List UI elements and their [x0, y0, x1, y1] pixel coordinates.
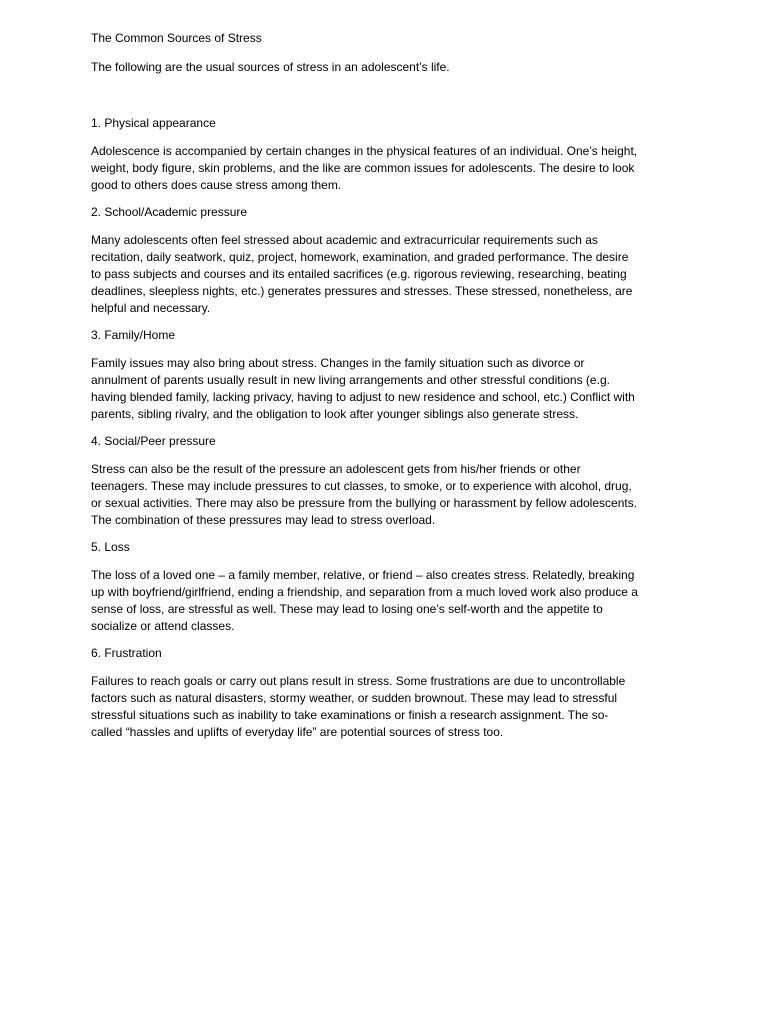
document-title: The Common Sources of Stress	[91, 31, 262, 45]
section-body: The loss of a loved one – a family member, relative, or friend – also creates stress. Relatedly, breaking up with boyfriend/girlfriend, ending a friendship, and separation from a much loved work also produce a sense of loss, are stressful as well. These may lead to losing one’s self-worth and the appetite to socialize or attend classes.	[91, 568, 638, 633]
section-heading: 2. School/Academic pressure	[91, 205, 248, 219]
section-heading: 1. Physical appearance	[91, 116, 216, 130]
section-heading: 3. Family/Home	[91, 328, 176, 342]
section-loss	[91, 539, 639, 635]
section-frustration	[91, 645, 639, 741]
section-body: Failures to reach goals or carry out plans result in stress. Some frustrations are due to uncontrollable factors such as natural disasters, stormy weather, or sudden brownout. These may lead to stressful stressful situations such as inability to take examinations or finish a research assignment. The so-called “hassles and uplifts of everyday life” are potential sources of stress too.	[91, 674, 626, 739]
section-family-home	[91, 327, 639, 423]
section-heading: 4. Social/Peer pressure	[91, 434, 216, 448]
section-body: Family issues may also bring about stress. Changes in the family situation such as divorce or annulment of parents usually result in new living arrangements and other stressful conditions (e.g. having blended family, lacking privacy, having to adjust to new residence and school, etc.) Conflict with parents, sibling rivalry, and the obligation to look after younger siblings also generate stress.	[91, 356, 635, 421]
section-body: Stress can also be the result of the pressure an adolescent gets from his/her friends or other teenagers. These may include pressures to cut classes, to smoke, or to experience with alcohol, drug, or sexual activities. There may also be pressure from the bullying or harassment by fellow adolescents. The combination of these pressures may lead to stress overload.	[91, 462, 638, 527]
section-school-academic-pressure	[91, 204, 639, 317]
section-body: Many adolescents often feel stressed about academic and extracurricular requirements such as recitation, daily seatwork, quiz, project, homework, examination, and graded performance. The desire to pass subjects and courses and its entailed sacrifices (e.g. rigorous reviewing, researching, beating deadlines, sleepless nights, etc.) generates pressures and stresses. These stressed, nonetheless, are helpful and necessary.	[91, 233, 633, 315]
section-heading: 5. Loss	[91, 540, 130, 554]
document-intro: The following are the usual sources of stress in an adolescent’s life.	[91, 60, 450, 74]
section-body: Adolescence is accompanied by certain changes in the physical features of an individual. One’s height, weight, body figure, skin problems, and the like are common issues for adolescents. The desire to look good to others does cause stress among them.	[91, 144, 638, 192]
section-heading: 6. Frustration	[91, 646, 162, 660]
section-physical-appearance	[91, 115, 639, 194]
section-social-peer-pressure	[91, 433, 639, 529]
document-page	[91, 30, 639, 751]
